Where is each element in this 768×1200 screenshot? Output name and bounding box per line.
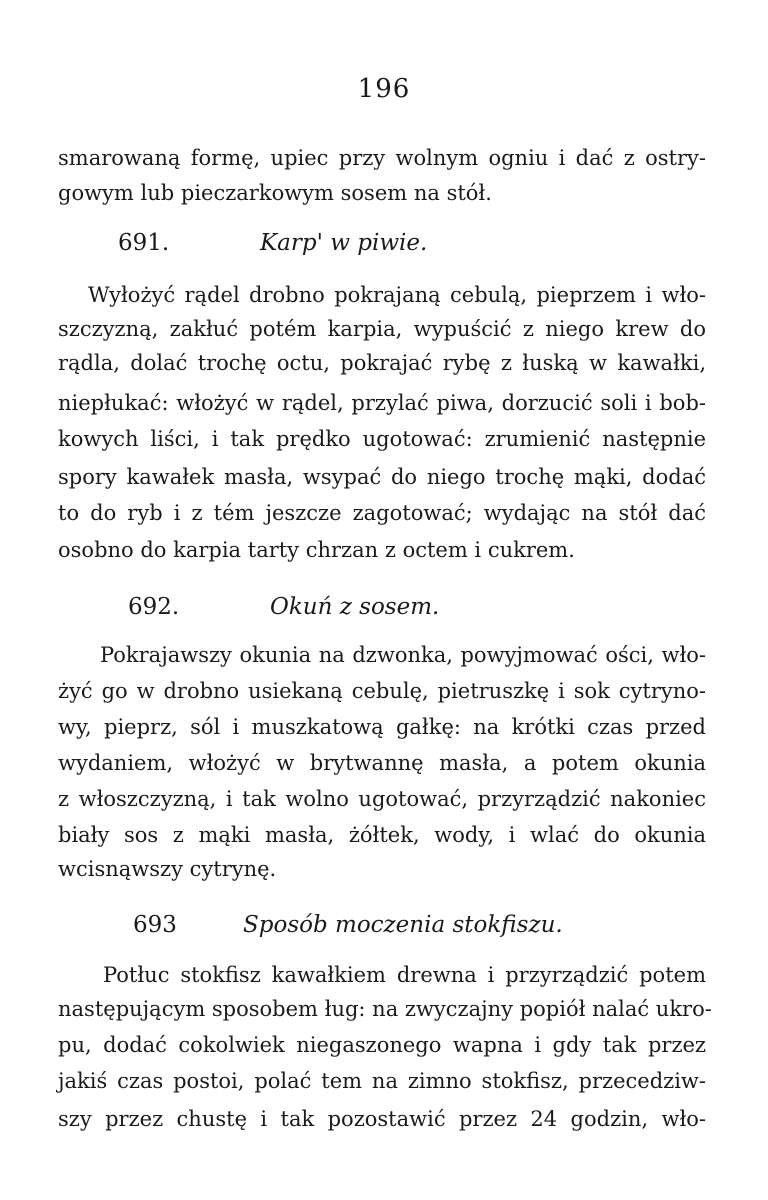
text-line: wydaniem, włożyć w brytwannę masła, a potem okunia [58,751,706,775]
text-line: Pokrajawszy okunia na dzwonka, powyjmować ości, wło- [100,643,706,667]
text-line: gowym lub pieczarkowym sosem na stół. [58,181,492,205]
text-line: pu, dodać cokolwiek niegaszonego wapna i gdy tak przez [58,1033,706,1057]
recipe-number: 693 [133,912,177,938]
text-line: osobno do karpia tarty chrzan z octem i cukrem. [58,538,575,562]
text-line: niepłukać: włożyć w rądel, przylać piwa, dorzucić soli i bob- [58,391,706,415]
recipe-title: Sposób moczenia stokfiszu. [243,912,563,938]
text-line: jakiś czas postoi, polać tem na zimno stokfisz, przecedziw- [58,1069,706,1093]
text-line: z włoszczyzną, i tak wolno ugotować, przyrządzić nakoniec [58,787,706,811]
text-line: kowych liści, i tak prędko ugotować: zrumienić następnie [58,427,706,451]
text-line: Wyłożyć rądel drobno pokrajaną cebulą, pieprzem i wło- [88,283,706,307]
recipe-number: 691. [118,230,170,256]
text-line: szy przez chustę i tak pozostawić przez 24 godzin, wło- [58,1107,706,1131]
text-line: smarowaną formę, upiec przy wolnym ogniu i dać z ostry- [58,146,706,170]
recipe-title: Karp' w piwie. [260,230,428,256]
page-number: 196 [357,74,411,104]
recipe-title: Okuń z sosem. [270,594,440,620]
recipe-number: 692. [128,594,180,620]
text-line: Potłuc stokfisz kawałkiem drewna i przyrządzić potem [103,963,706,987]
text-line: to do ryb i z tém jeszcze zagotować; wydając na stół dać [58,501,706,525]
text-line: rądla, dolać trochę octu, pokrajać rybę z łuską w kawałki, [58,351,706,375]
text-line: następującym sposobem ług: na zwyczajny popiół nalać ukro- [58,997,712,1021]
text-line: wcisnąwszy cytrynę. [58,857,277,881]
text-line: wy, pieprz, sól i muszkatową gałkę: na krótki czas przed [58,715,706,739]
text-line: spory kawałek masła, wsypać do niego trochę mąki, dodać [58,465,706,489]
text-line: biały sos z mąki masła, żółtek, wody, i wlać do okunia [58,823,706,847]
text-line: żyć go w drobno usiekaną cebulę, pietruszkę i sok cytryno- [58,679,706,703]
text-line: szczyzną, zakłuć potém karpia, wypuścić z niego krew do [58,317,706,341]
